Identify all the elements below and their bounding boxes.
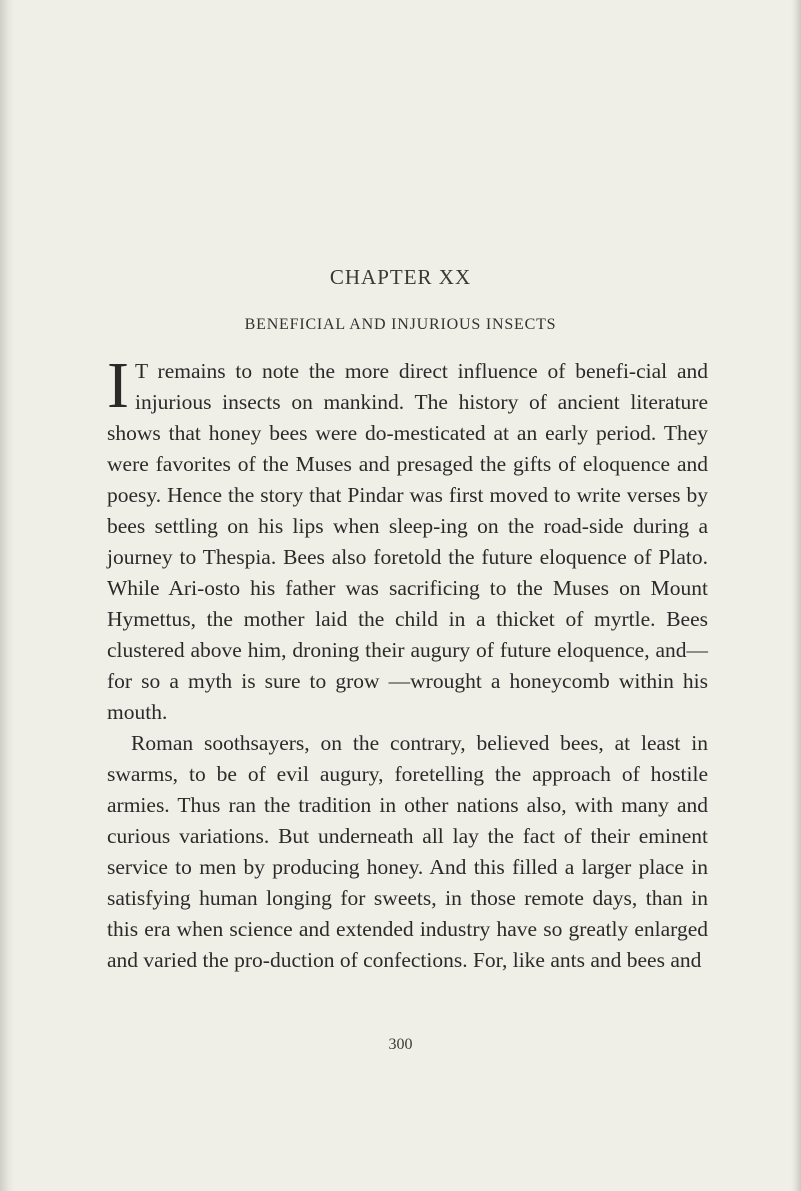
paragraph-1: [107, 349, 708, 728]
page-number: 300: [388, 1036, 413, 1053]
chapter-title: BENEFICIAL AND INJURIOUS INSECTS: [244, 316, 557, 333]
page-edge-right: [791, 0, 801, 1191]
paragraph-1-text: T remains to note the more direct influence of benefi-cial and injurious insects on mankind. The history of ancient literature shows that honey bees were do-mesticated at an early period. They were favorites of the Muses and presaged the gifts of eloquence and poesy. Hence the story that Pindar was first moved to write verses by bees settling on his lips when sleep-ing on the road-side during a journey to Thespia. Bees also foretold the future eloquence of Plato. While Ari-osto his father was sacrificing to the Muses on Mount Hymettus, the mother laid the child in a thicket of myrtle. Bees clustered above him, droning their augury of future eloquence, and—for so a myth is sure to grow —wrought a honeycomb within his mouth.: [107, 359, 708, 724]
chapter-heading: CHAPTER XX: [329, 265, 472, 289]
drop-cap: I: [107, 349, 129, 422]
paragraph-2: Roman soothsayers, on the contrary, believed bees, at least in swarms, to be of evil augury, foretelling the approach of hostile armies. Thus ran the tradition in other nations also, with many and curious variations. But underneath all lay the fact of their eminent service to men by producing honey. And this filled a larger place in satisfying human longing for sweets, in those remote days, than in this era when science and extended industry have so greatly enlarged and varied the pro-duction of confections. For, like ants and bees and: [107, 731, 708, 972]
body-text: [107, 349, 708, 976]
page-gutter-left: [0, 0, 14, 1191]
